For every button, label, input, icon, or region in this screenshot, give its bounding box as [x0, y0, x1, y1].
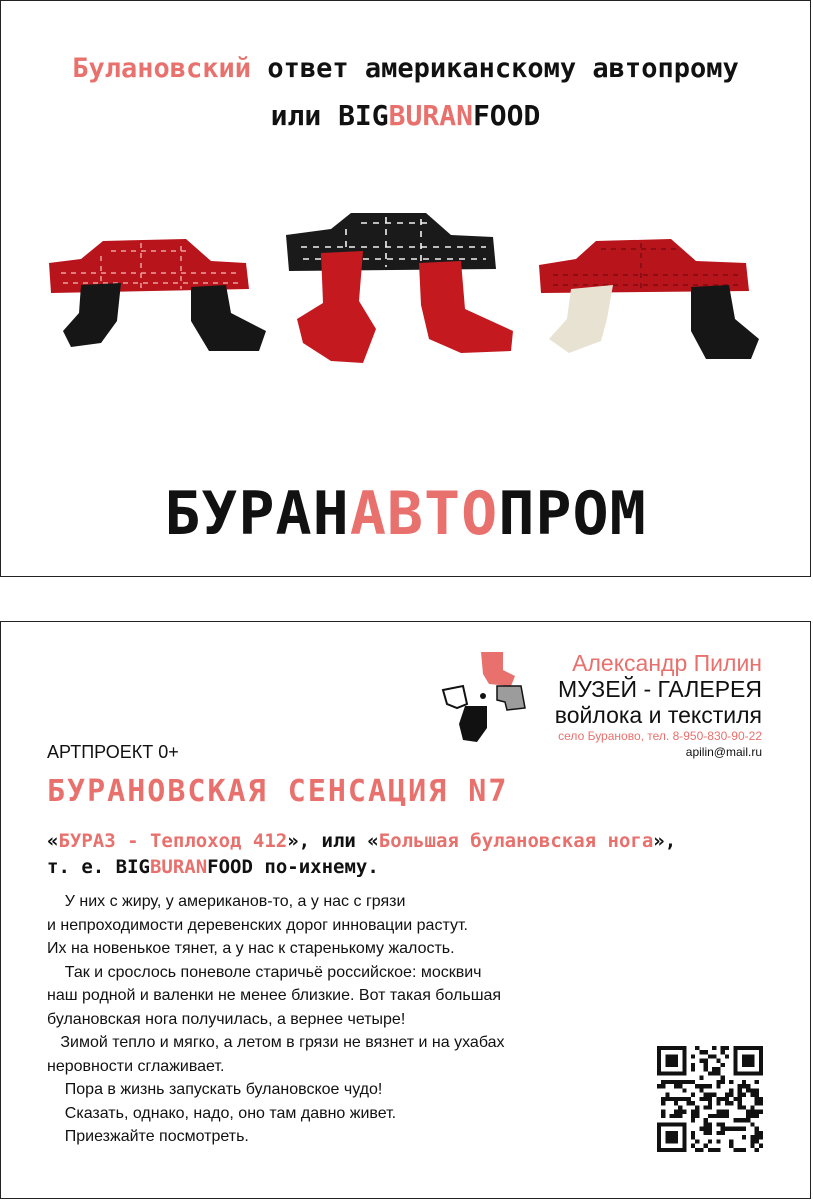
postcard-back — [0, 621, 811, 1199]
body-line: булановская нога получилась, а вернее четыре! — [47, 1010, 406, 1028]
body-line: Так и срослось поневоле старичьё российское: москвич — [47, 963, 482, 981]
museum-info — [555, 650, 762, 760]
body-line: и непроходимости деревенских дорог инновации растут. — [47, 916, 468, 934]
postcard-front — [0, 0, 811, 577]
quote-close: », — [653, 830, 677, 852]
body-line: Их на новенькое тянет, а у нас к старенькому жалость. — [47, 940, 455, 957]
qr-code-icon — [657, 1046, 763, 1152]
headline2-food: FOOD — [472, 99, 541, 132]
wordmark-part-3: ПРОМ — [498, 479, 647, 549]
buranavtoprom-wordmark — [1, 479, 810, 549]
felt-boots-logo-icon — [437, 646, 529, 746]
subtitle-accent-2: Большая булановская нога — [378, 830, 654, 852]
artproject-label: АРТПРОЕКТ 0+ — [47, 742, 179, 762]
body-line: Зимой тепло и мягко, а летом в грязи не вязнет и на ухабах — [47, 1034, 505, 1051]
headline-accent: Булановский — [72, 53, 252, 84]
wordmark-part-1: БУРАН — [164, 479, 350, 549]
headline2-pre: или — [270, 99, 339, 132]
wordmark-part-2: АВТО — [349, 479, 499, 549]
museum-subtitle: войлока и текстиля — [554, 702, 762, 728]
headline2-big: BIG — [338, 99, 389, 132]
subtitle-block — [47, 828, 676, 880]
email: apilin@mail.ru — [685, 745, 762, 759]
subtitle-line-1 — [47, 828, 676, 854]
subtitle2-food: FOOD — [207, 856, 253, 878]
headline-rest: ответ американскому автопрому — [251, 53, 739, 84]
subtitle-mid: », или « — [287, 830, 379, 852]
red-car-left — [49, 239, 266, 351]
quote-open: « — [47, 830, 59, 852]
subtitle2-big: BIG — [115, 856, 150, 878]
headline-line-1 — [1, 53, 810, 84]
subtitle2-post: по-ихнему. — [252, 856, 379, 878]
body-line: неровности сглаживает. — [47, 1057, 225, 1075]
address: село Бураново, тел. 8-950-830-90-22 — [558, 729, 762, 743]
subtitle-line-2 — [47, 854, 676, 880]
black-car-middle — [286, 213, 513, 363]
body-text — [47, 890, 505, 1149]
body-line: У них с жиру, у американов-то, а у нас с грязи — [47, 893, 406, 910]
author-name: Александр Пилин — [572, 650, 762, 676]
felt-cars-illustration — [41, 201, 771, 381]
body-line: Приезжайте посмотреть. — [47, 1128, 249, 1145]
subtitle-accent-1: БУРАЗ - Теплоход 412 — [58, 830, 288, 852]
body-line: наш родной и валенки не менее близкие. Вот такая большая — [47, 987, 502, 1004]
body-line: Сказать, однако, надо, оно там давно живет. — [47, 1104, 397, 1122]
subtitle2-pre: т. е. — [47, 856, 116, 878]
subtitle2-buran: BURAN — [149, 856, 208, 878]
red-car-right — [539, 239, 759, 359]
headline-line-2 — [1, 99, 810, 132]
body-line: Пора в жизнь запускать булановское чудо! — [47, 1081, 383, 1098]
headline2-buran: BURAN — [388, 99, 473, 132]
museum-title: МУЗЕЙ - ГАЛЕРЕЯ — [558, 676, 762, 702]
sensation-heading: БУРАНОВСКАЯ СЕНСАЦИЯ N7 — [47, 774, 509, 809]
